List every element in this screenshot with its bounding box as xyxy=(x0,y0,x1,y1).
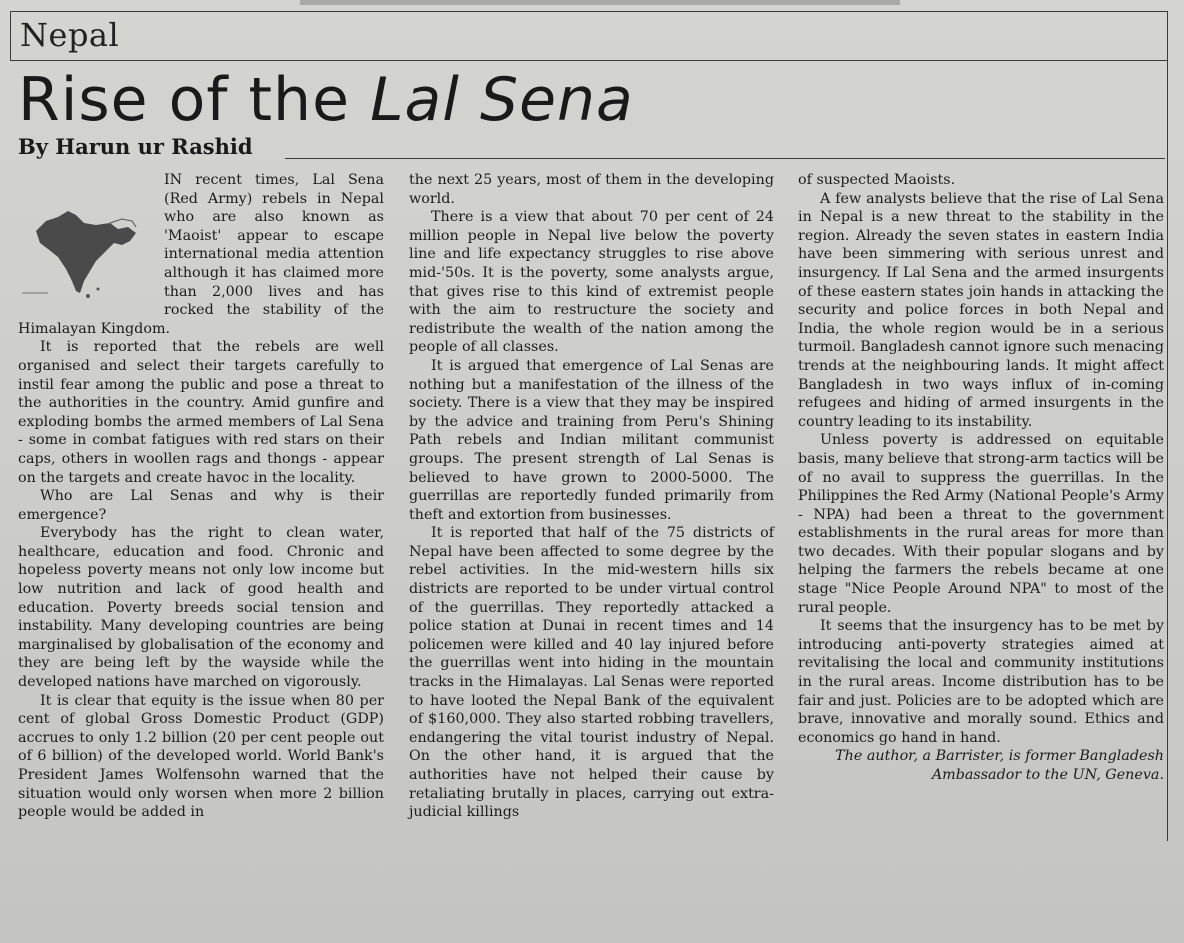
headline-prefix: Rise of the xyxy=(18,65,371,135)
headline xyxy=(18,64,634,136)
south-asia-map-icon xyxy=(18,201,148,301)
top-rule xyxy=(10,11,1168,12)
paragraph: It is clear that equity is the issue when 80 per cent of global Gross Domestic Product (GDP) accrues to only 1.2 billion (20 per cent people out of 6 billion) of the developed world. World Bank's President James Wolfensohn warned that the situation would only worsen when more 2 billion people would be added in xyxy=(18,692,384,821)
byline-rule xyxy=(285,158,1165,159)
paragraph: It is argued that emergence of Lal Senas are nothing but a manifestation of the illness of the society. There is a view that they may be inspired by the advice and training from Peru's Shining Path rebels and Indian militant communist groups. The present strength of Lal Senas is believed to have grown to 2000-5000. The guerrillas are reportedly funded primarily from theft and extortion from businesses. xyxy=(409,357,774,523)
paragraph: A few analysts believe that the rise of Lal Sena in Nepal is a new threat to the stability in the region. Already the seven states in eastern India have been simmering with serious unrest and insurgency. If Lal Sena and the armed insurgents of these eastern states join hands in attacking the security and police forces in both Nepal and India, the whole region would be in a serious turmoil. Bangladesh cannot ignore such menacing trends at the neighbouring lands. It might affect Bangladesh in two ways influx of in-coming refugees and hiding of armed insurgents in the country leading to its instability. xyxy=(798,190,1164,430)
section-label: Nepal xyxy=(20,16,120,54)
column-2 xyxy=(409,171,774,822)
column-3 xyxy=(798,171,1164,785)
right-frame xyxy=(1167,11,1168,841)
paragraph: It is reported that half of the 75 districts of Nepal have been affected to some degree by the rebel activities. In the mid-western hills six districts are reported to be under virtual control of the guerrillas. They reportedly attacked a police station at Dunai in recent times and 14 policemen were killed and 40 lay injured before the guerrillas went into hiding in the mountain tracks in the Himalayas. Lal Senas were reported to have looted the Nepal Bank of the equivalent of $160,000. They also started robbing travellers, endangering the vital tourist industry of Nepal. On the other hand, it is argued that the authorities have not helped their cause by retaliating brutally in places, carrying out extra-judicial killings xyxy=(409,525,774,821)
headline-emphasis: Lal Sena xyxy=(370,65,634,135)
byline: By Harun ur Rashid xyxy=(18,134,253,159)
paragraph: Who are Lal Senas and why is their emergence? xyxy=(18,488,384,523)
paragraph: It seems that the insurgency has to be met by introducing anti-poverty strategies aimed at revitalising the local and community institutions in the rural areas. Income distribution has to be fair and just. Policies are to be adopted which are brave, innovative and morally sound. Ethics and economics go hand in hand. xyxy=(798,618,1164,746)
map-figure xyxy=(18,173,158,315)
paragraph: IN recent times, Lal Sena (Red Army) rebels in Nepal who are also known as 'Maoist' appear to escape international media attention although it has claimed more than 2,000 lives and has rocked the stability of the Himalayan Kingdom. xyxy=(18,172,384,337)
paragraph: There is a view that about 70 per cent of 24 million people in Nepal live below the poverty line and life expectancy struggles to rise above mid-'50s. It is the poverty, some analysts argue, that gives rise to this kind of extremist people with the aim to restructure the society and redistribute the wealth of the nation among the people of all classes. xyxy=(409,209,774,356)
paragraph: the next 25 years, most of them in the developing world. xyxy=(409,172,774,207)
paragraph: Everybody has the right to clean water, healthcare, education and food. Chronic and hopeless poverty means not only low income but low nutrition and lack of good health and education. Poverty breeds social tension and instability. Many developing countries are being marginalised by globalisation of the economy and they are being left by the wayside while the developed nations have marched on vigorously. xyxy=(18,525,384,691)
author-credit: The author, a Barrister, is former Bangladesh Ambassador to the UN, Geneva. xyxy=(835,748,1164,783)
paragraph: of suspected Maoists. xyxy=(798,172,956,188)
column-1 xyxy=(18,171,384,822)
left-frame xyxy=(10,11,11,61)
top-strip xyxy=(300,0,900,5)
section-rule xyxy=(10,60,1168,61)
paragraph: Unless poverty is addressed on equitable basis, many believe that strong-arm tactics will be of no avail to suppress the guerrillas. In the Philippines the Red Army (National People's Army - NPA) had been a threat to the government establishments in the rural areas for more than two decades. With their popular slogans and by helping the farmers the rebels became at one stage "Nice People Around NPA" to most of the rural people. xyxy=(798,432,1164,616)
paragraph: It is reported that the rebels are well organised and select their targets carefully to instil fear among the public and pose a threat to the authorities in the country. Amid gunfire and exploding bombs the armed members of Lal Sena - some in combat fatigues with red stars on their caps, others in woollen rags and thongs - appear on the targets and create havoc in the locality. xyxy=(18,339,384,486)
